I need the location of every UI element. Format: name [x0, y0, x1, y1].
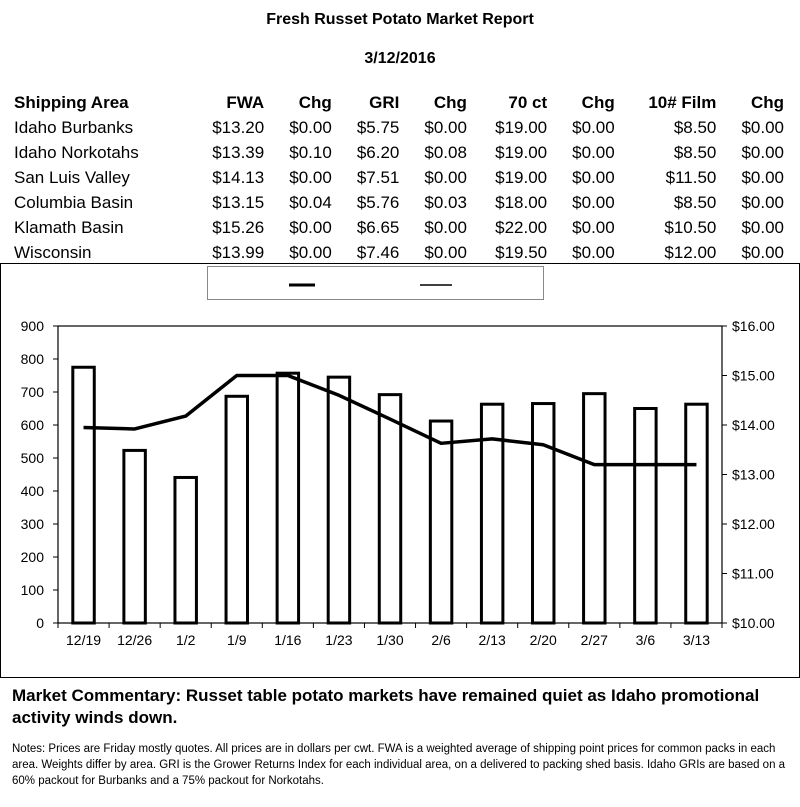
cell-10-film-chg: $0.00: [741, 167, 784, 187]
cell-fwa: $13.15: [212, 192, 265, 212]
cell-fwa: $13.20: [212, 117, 265, 137]
cell-gri-chg: $0.00: [424, 217, 467, 237]
left-axis-tick-label: 200: [20, 549, 44, 565]
cell-fwa-chg: $0.04: [289, 192, 332, 212]
cell-10-film-chg: $0.00: [741, 117, 784, 137]
column-header-fwa: FWA: [226, 92, 265, 112]
column-header-gri-chg: Chg: [433, 92, 467, 112]
left-axis-tick-label: 900: [20, 318, 44, 334]
cell-gri-chg: $0.00: [424, 117, 467, 137]
cell-area: Columbia Basin: [14, 192, 134, 212]
cell-gri: $6.20: [356, 142, 400, 162]
table-row: [10, 190, 788, 215]
cell-70ct: $19.00: [495, 167, 548, 187]
market-commentary: Market Commentary: Russet table potato markets have remained quiet as Idaho promotional activity winds down.: [12, 686, 760, 727]
bar-1-9: [226, 396, 247, 623]
bar-3-13: [686, 404, 707, 623]
column-header-10-film: 10# Film: [648, 92, 717, 112]
chart-container: [0, 263, 800, 678]
notes-text: Notes: Prices are Friday mostly quotes. All prices are in dollars per cwt. FWA is a weighted average of shipping point prices for common packs in each area. Weights differ by area. GRI is the Grower Returns Index for each individual area, on a delivered to packing shed basis. Idaho GRIs are based on a 60% packout for Burbanks and a 75% packout for Norkotahs.: [12, 743, 786, 787]
column-header-10-film-chg: Chg: [750, 92, 784, 112]
cell-70ct: $19.00: [495, 142, 548, 162]
cell-gri-chg: $0.08: [424, 142, 467, 162]
x-axis-tick-label: 1/30: [376, 632, 404, 648]
x-axis-tick-label: 2/13: [478, 632, 506, 648]
bar-12-26: [124, 450, 145, 623]
cell-10-film: $8.50: [673, 117, 717, 137]
right-axis-tick-label: $15.00: [732, 367, 775, 384]
table-row: [10, 215, 788, 240]
cell-70ct-chg: $0.00: [572, 217, 615, 237]
right-axis-tick-label: $10.00: [732, 615, 775, 631]
bar-2-20: [533, 404, 554, 623]
table-row: [10, 140, 788, 165]
bar-1-30: [379, 395, 400, 623]
cell-area: Klamath Basin: [14, 217, 124, 237]
left-axis-tick-label: 300: [20, 516, 44, 532]
left-axis-tick-label: 700: [20, 384, 44, 400]
left-axis-tick-label: 600: [20, 417, 44, 433]
cell-fwa-chg: $0.10: [289, 142, 332, 162]
cell-10-film: $8.50: [673, 142, 717, 162]
cell-70ct-chg: $0.00: [572, 117, 615, 137]
cell-gri: $5.75: [356, 117, 400, 137]
cell-70ct: $19.00: [495, 117, 548, 137]
cell-fwa: $13.99: [212, 242, 265, 262]
column-header-gri: GRI: [369, 92, 400, 112]
x-axis-tick-label: 1/2: [175, 632, 196, 648]
right-axis-tick-label: $13.00: [732, 466, 775, 483]
report-title: Fresh Russet Potato Market Report: [266, 11, 534, 28]
bar-1-23: [328, 377, 349, 623]
cell-10-film: $11.50: [665, 167, 717, 187]
x-axis-tick-label: 3/13: [682, 632, 711, 648]
cell-70ct: $19.50: [495, 242, 548, 262]
cell-gri: $6.65: [356, 217, 400, 237]
x-axis-tick-label: 1/23: [325, 632, 353, 648]
x-axis-tick-label: 1/16: [274, 632, 302, 648]
cell-10-film-chg: $0.00: [741, 192, 784, 212]
cell-fwa: $13.39: [212, 142, 265, 162]
bar-12-19: [73, 367, 94, 623]
cell-10-film-chg: $0.00: [741, 142, 784, 162]
cell-gri: $5.76: [356, 192, 400, 212]
price-table: [10, 90, 788, 265]
x-axis-tick-label: 2/20: [529, 632, 557, 648]
x-axis-tick-label: 2/6: [431, 632, 451, 648]
report-date: 3/12/2016: [364, 50, 436, 67]
cell-gri-chg: $0.03: [424, 192, 467, 212]
cell-70ct-chg: $0.00: [572, 142, 615, 162]
cell-area: Idaho Burbanks: [14, 117, 134, 137]
cell-fwa: $14.13: [212, 167, 265, 187]
legend-box: [208, 267, 544, 300]
left-axis-tick-label: 500: [20, 450, 44, 466]
plot-area: [21, 318, 775, 648]
left-axis-tick-label: 100: [20, 582, 44, 598]
left-axis-tick-label: 400: [20, 483, 44, 499]
bar-2-27: [584, 394, 605, 623]
table-row: [10, 240, 788, 265]
cell-gri: $7.46: [356, 242, 400, 262]
cell-10-film-chg: $0.00: [741, 242, 784, 262]
cell-fwa-chg: $0.00: [289, 167, 332, 187]
x-axis-tick-label: 2/27: [580, 632, 608, 648]
cell-10-film: $10.50: [664, 217, 717, 237]
cell-gri: $7.51: [356, 167, 400, 187]
cell-70ct-chg: $0.00: [572, 242, 615, 262]
table-row: [10, 115, 788, 140]
cell-fwa: $15.26: [212, 217, 265, 237]
cell-fwa-chg: $0.00: [289, 217, 332, 237]
cell-gri-chg: $0.00: [424, 242, 467, 262]
left-axis-tick-label: 0: [36, 615, 44, 631]
bar-1-16: [277, 373, 298, 623]
cell-10-film: $8.50: [673, 192, 717, 212]
table-row: [10, 165, 788, 190]
cell-10-film-chg: $0.00: [741, 217, 784, 237]
bar-1-2: [175, 477, 196, 623]
cell-fwa-chg: $0.00: [289, 242, 332, 262]
x-axis-tick-label: 3/6: [635, 632, 656, 648]
column-header-70ct-chg: Chg: [581, 92, 615, 112]
column-header-fwa-chg: Chg: [298, 92, 332, 112]
cell-area: Wisconsin: [14, 242, 92, 262]
cell-area: San Luis Valley: [14, 167, 130, 187]
bar-2-6: [430, 421, 451, 623]
cell-70ct: $22.00: [495, 217, 548, 237]
column-header-70ct: 70 ct: [508, 92, 548, 112]
cell-70ct: $18.00: [495, 192, 548, 212]
bar-3-6: [635, 409, 656, 624]
cell-10-film: $12.00: [664, 242, 717, 262]
cell-70ct-chg: $0.00: [572, 192, 615, 212]
left-axis-tick-label: 800: [20, 351, 44, 367]
column-header-shipping-area: Shipping Area: [14, 92, 129, 112]
cell-area: Idaho Norkotahs: [14, 142, 139, 162]
cell-gri-chg: $0.00: [424, 167, 467, 187]
table-header-row: [10, 90, 788, 115]
x-axis-tick-label: 12/26: [117, 632, 153, 648]
combo-chart: [0, 263, 800, 678]
right-axis-tick-label: $14.00: [732, 417, 775, 433]
right-axis-tick-label: $11.00: [732, 565, 774, 582]
right-axis-tick-label: $12.00: [732, 516, 775, 532]
bar-2-13: [481, 404, 502, 623]
right-axis-tick-label: $16.00: [732, 318, 775, 334]
cell-fwa-chg: $0.00: [289, 117, 332, 137]
x-axis-tick-label: 1/9: [227, 632, 247, 648]
cell-70ct-chg: $0.00: [572, 167, 615, 187]
x-axis-tick-label: 12/19: [66, 632, 102, 648]
